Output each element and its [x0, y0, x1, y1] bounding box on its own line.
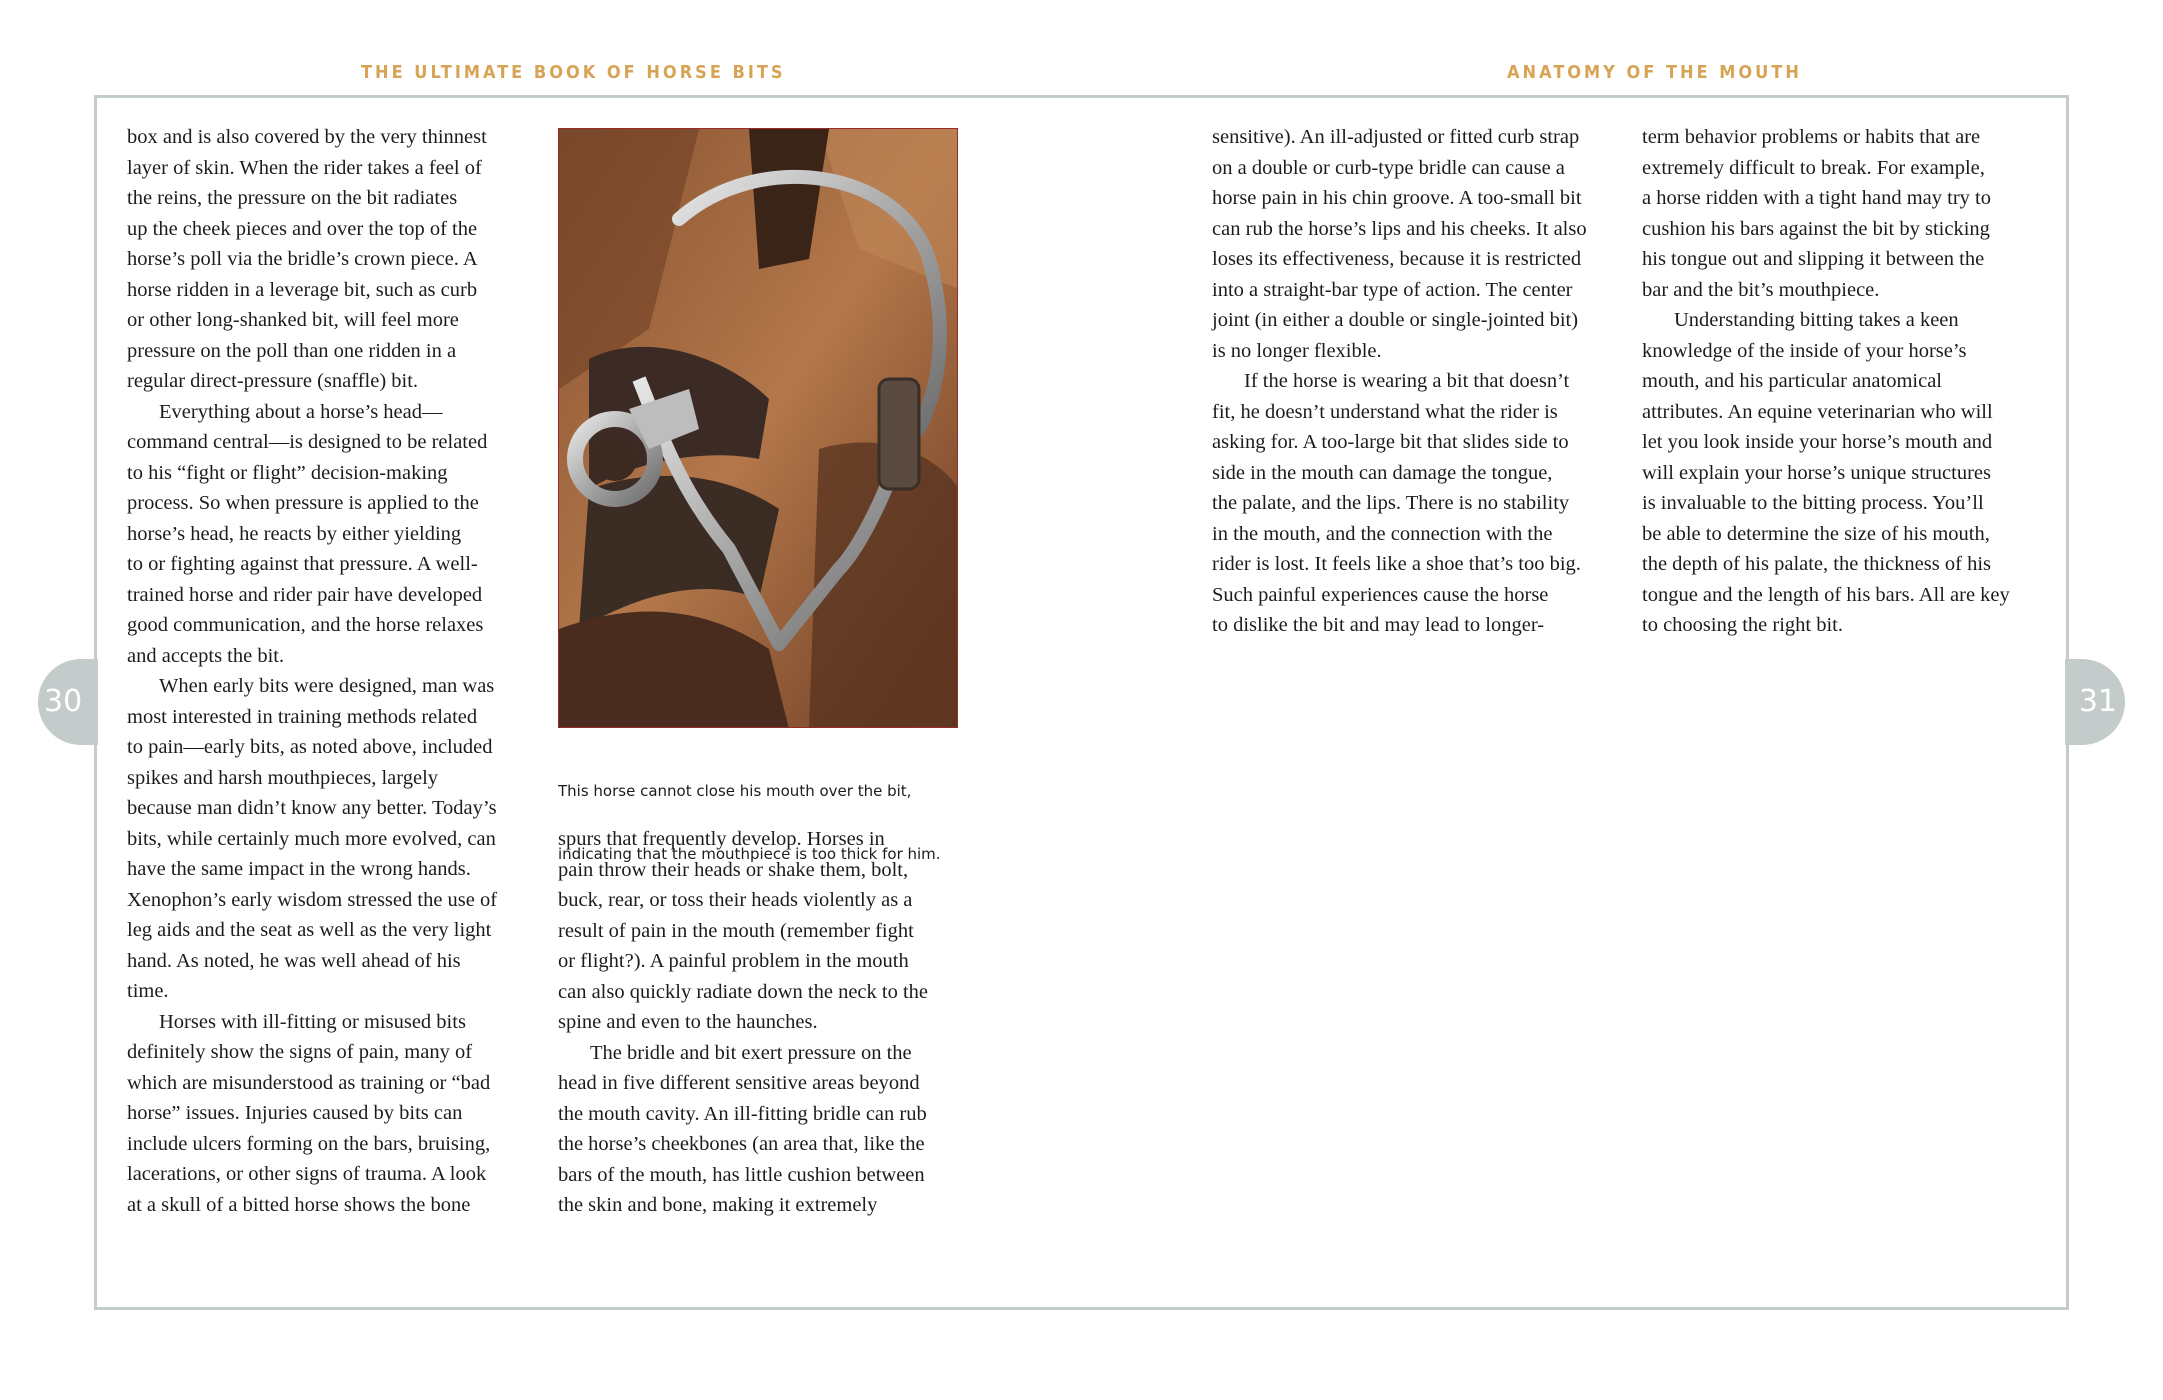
text-line: is invaluable to the bitting process. You’ll [1642, 492, 1984, 514]
text-line: When early bits were designed, man was [159, 675, 495, 697]
text-line: on a double or curb-type bridle can cause a [1212, 156, 1565, 179]
running-head-left: THE ULTIMATE BOOK OF HORSE BITS [361, 62, 786, 83]
text-column-4 [1642, 122, 2062, 641]
text-line: loses its effectiveness, because it is restricted [1212, 248, 1582, 270]
text-line: Everything about a horse’s head— [159, 400, 443, 423]
text-line: Xenophon’s early wisdom stressed the use of [127, 888, 498, 911]
text-line: into a straight-bar type of action. The center [1212, 278, 1573, 301]
text-line: definitely show the signs of pain, many of [127, 1041, 473, 1063]
text-column-3 [1212, 122, 1617, 641]
page-number-left: 30 [38, 659, 98, 745]
text-line: to dislike the bit and may lead to longer- [1212, 614, 1545, 636]
text-line: Such painful experiences cause the horse [1212, 583, 1549, 606]
text-line: bars of the mouth, has little cushion between [558, 1163, 925, 1186]
text-column-2 [558, 824, 963, 1221]
text-line: process. So when pressure is applied to the [127, 492, 479, 514]
text-line: to his “fight or flight” decision-making [127, 461, 448, 484]
text-line: the depth of his palate, the thickness of his [1642, 553, 1991, 575]
text-line: command central—is designed to be related [127, 431, 488, 453]
text-line: which are misunderstood as training or “bad [127, 1071, 491, 1094]
text-line: term behavior problems or habits that are [1642, 126, 1981, 148]
text-line: pressure on the poll than one ridden in a [127, 339, 457, 362]
text-line: or other long-shanked bit, will feel more [127, 309, 459, 331]
text-line: his tongue out and slipping it between the [1642, 248, 1985, 270]
text-line: include ulcers forming on the bars, bruising, [127, 1132, 491, 1155]
text-line: head in five different sensitive areas beyond [558, 1072, 920, 1094]
text-line: result of pain in the mouth (remember fight [558, 919, 914, 942]
text-column-1 [127, 122, 532, 1220]
text-line: spurs that frequently develop. Horses in [558, 828, 885, 850]
text-line: time. [127, 980, 169, 1002]
text-line: will explain your horse’s unique structures [1642, 461, 1992, 484]
text-line: rider is lost. It feels like a shoe that’s too big. [1212, 553, 1581, 575]
text-line: good communication, and the horse relaxes [127, 614, 484, 636]
text-line: sensitive). An ill-adjusted or fitted curb strap [1212, 126, 1580, 148]
caption-line: indicating that the mouthpiece is too thick for him. [558, 845, 941, 863]
text-line: mouth, and his particular anatomical [1642, 370, 1943, 392]
text-line: horse’s poll via the bridle’s crown piece. A [127, 248, 478, 270]
text-line: bits, while certainly much more evolved, can [127, 827, 496, 850]
horse-bit-photo [558, 128, 958, 728]
text-line: knowledge of the inside of your horse’s [1642, 339, 1967, 362]
text-line: can also quickly radiate down the neck to the [558, 980, 929, 1003]
text-line: joint (in either a double or single-jointed bit) [1212, 309, 1579, 331]
text-line: layer of skin. When the rider takes a feel of [127, 156, 482, 179]
text-line: a horse ridden with a tight hand may try to [1642, 187, 1991, 209]
text-line: side in the mouth can damage the tongue, [1212, 461, 1553, 484]
text-line: cushion his bars against the bit by sticking [1642, 217, 1990, 240]
text-line: bar and the bit’s mouthpiece. [1642, 278, 1880, 301]
text-line: leg aids and the seat as well as the very light [127, 919, 492, 941]
running-head-right: ANATOMY OF THE MOUTH [1507, 62, 1802, 83]
page-number-right: 31 [2065, 659, 2125, 745]
text-line: have the same impact in the wrong hands. [127, 858, 471, 880]
text-line: fit, he doesn’t understand what the rider is [1212, 400, 1558, 423]
text-line: spine and even to the haunches. [558, 1011, 818, 1033]
text-line: to choosing the right bit. [1642, 614, 1843, 636]
caption-line: This horse cannot close his mouth over the bit, [558, 782, 912, 800]
text-line: is no longer flexible. [1212, 339, 1382, 362]
text-line: If the horse is wearing a bit that doesn’t [1244, 370, 1570, 392]
text-line: in the mouth, and the connection with the [1212, 522, 1553, 545]
text-line: extremely difficult to break. For example, [1642, 156, 1985, 179]
text-line: or flight?). A painful problem in the mouth [558, 950, 909, 972]
text-line: at a skull of a bitted horse shows the bone [127, 1193, 471, 1216]
text-line: because man didn’t know any better. Today’s [127, 797, 497, 819]
text-line: Understanding bitting takes a keen [1674, 309, 1959, 331]
text-line: horse pain in his chin groove. A too-small bit [1212, 187, 1582, 209]
text-line: the mouth cavity. An ill-fitting bridle can rub [558, 1102, 927, 1125]
text-line: spikes and harsh mouthpieces, largely [127, 766, 439, 789]
text-line: the reins, the pressure on the bit radiates [127, 187, 458, 209]
text-line: hand. As noted, he was well ahead of his [127, 949, 461, 972]
text-line: horse” issues. Injuries caused by bits can [127, 1102, 463, 1124]
text-line: and accepts the bit. [127, 644, 285, 667]
text-line: can rub the horse’s lips and his cheeks. It also [1212, 217, 1587, 240]
text-line: asking for. A too-large bit that slides side to [1212, 431, 1569, 453]
text-line: the horse’s cheekbones (an area that, like the [558, 1133, 925, 1155]
text-line: Horses with ill-fitting or misused bits [159, 1010, 466, 1033]
text-line: tongue and the length of his bars. All are key [1642, 583, 2010, 606]
text-line: trained horse and rider pair have developed [127, 583, 483, 606]
text-line: buck, rear, or toss their heads violently as a [558, 889, 913, 911]
text-line: box and is also covered by the very thinnest [127, 126, 487, 148]
text-line: let you look inside your horse’s mouth and [1642, 431, 1993, 453]
text-line: be able to determine the size of his mouth, [1642, 522, 1990, 545]
text-line: the skin and bone, making it extremely [558, 1194, 878, 1216]
text-line: pain throw their heads or shake them, bolt, [558, 858, 909, 881]
text-line: up the cheek pieces and over the top of the [127, 217, 478, 240]
text-line: to or fighting against that pressure. A well- [127, 553, 478, 575]
text-line: the palate, and the lips. There is no stability [1212, 492, 1570, 514]
text-line: regular direct-pressure (snaffle) bit. [127, 370, 419, 392]
text-line: lacerations, or other signs of trauma. A look [127, 1163, 487, 1185]
text-line: The bridle and bit exert pressure on the [590, 1041, 912, 1064]
text-line: most interested in training methods related [127, 705, 478, 728]
text-line: to pain—early bits, as noted above, included [127, 736, 493, 758]
text-line: attributes. An equine veterinarian who will [1642, 400, 1993, 423]
text-line: horse’s head, he reacts by either yielding [127, 522, 462, 545]
text-line: horse ridden in a leverage bit, such as curb [127, 278, 478, 301]
